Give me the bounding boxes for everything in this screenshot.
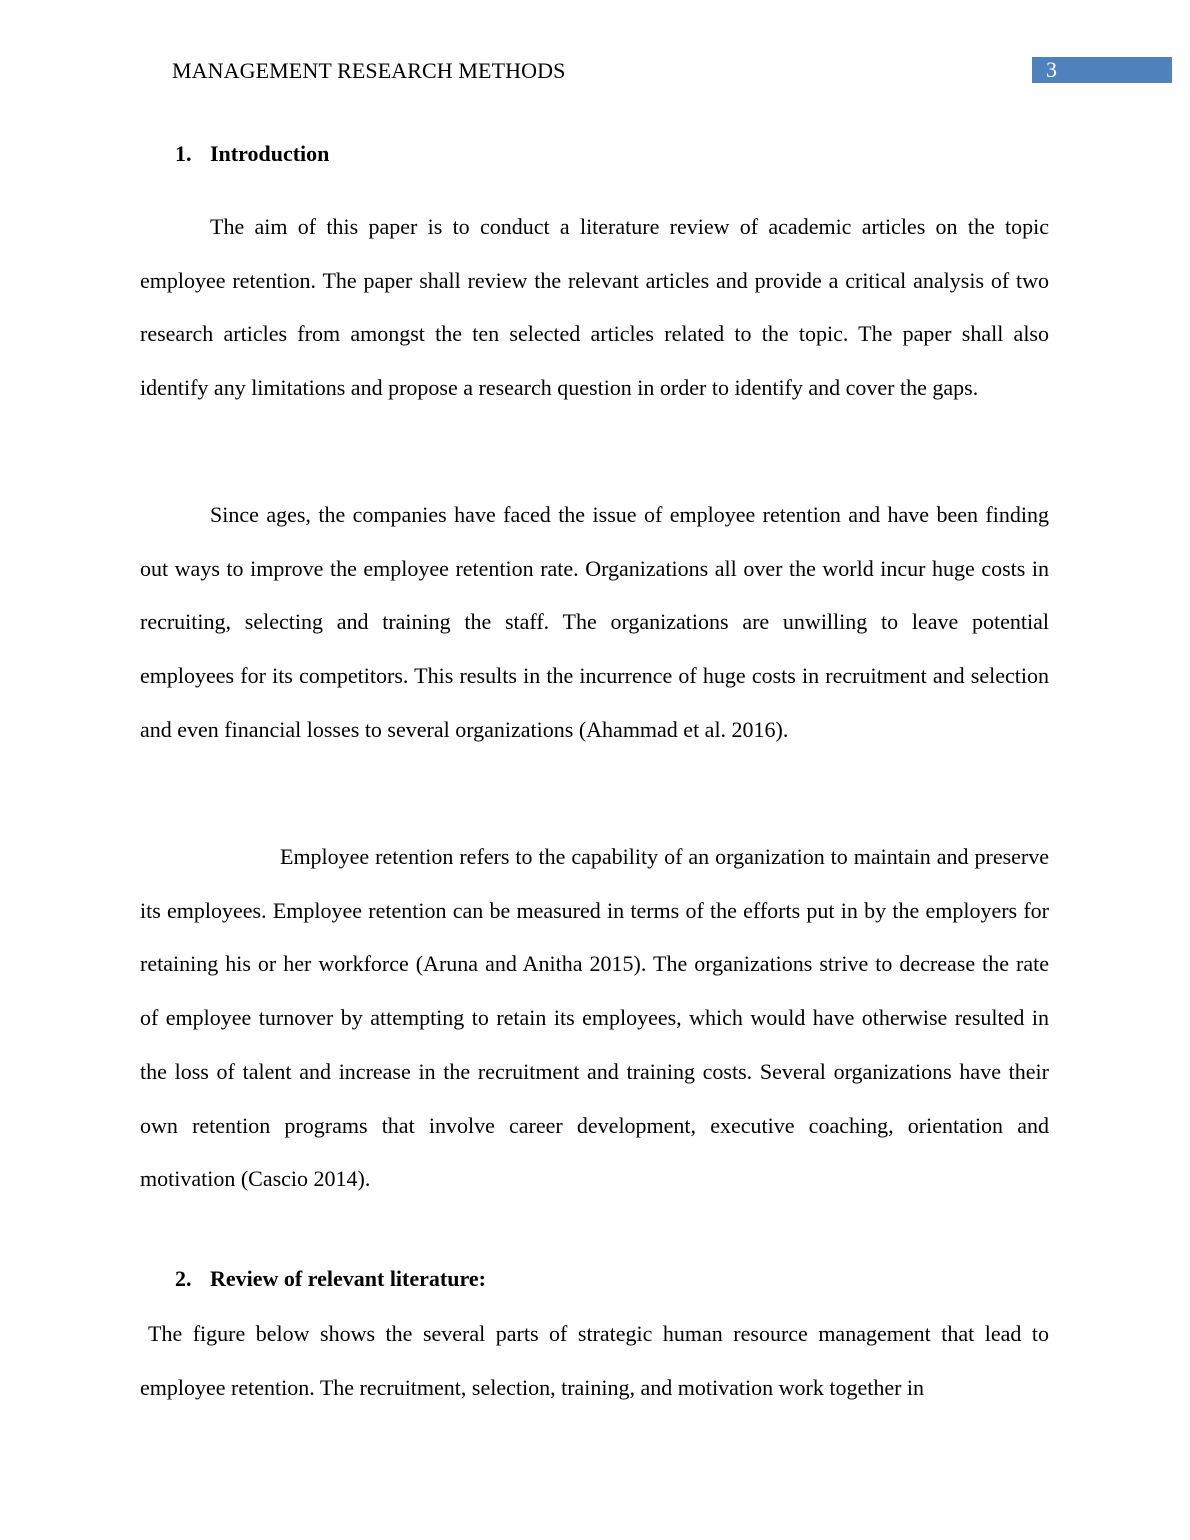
running-header-title: MANAGEMENT RESEARCH METHODS <box>172 58 566 83</box>
page-number: 3 <box>1046 57 1057 82</box>
literature-paragraph-1: The figure below shows the several parts of strategic human resource management that lead to employee retention. The recruitment, selection, training, and motivation work together in <box>140 1321 1049 1400</box>
intro-paragraph-3: Employee retention refers to the capability of an organization to maintain and preserve its employees. Employee retention can be measured in terms of the efforts put in by the employers for retaining his or her workforce (Aruna and Anitha 2015). The organizations strive to decrease the rate of employee turnover by attempting to retain its employees, which would have otherwise resulted in the loss of talent and increase in the recruitment and training costs. Several organizations have their own retention programs that involve career development, executive coaching, orientation and motivation (Cascio 2014). <box>140 844 1049 1192</box>
section-heading-literature-review <box>175 1265 486 1293</box>
intro-paragraph-1: The aim of this paper is to conduct a literature review of academic articles on the topic employee retention. The paper shall review the relevant articles and provide a critical analysis of two research articles from amongst the ten selected articles related to the topic. The paper shall also identify any limitations and propose a research question in order to identify and cover the gaps. <box>140 214 1049 401</box>
page-number-badge <box>1032 57 1172 83</box>
section-number: 2. <box>175 1266 192 1291</box>
section-heading-introduction <box>175 140 329 168</box>
section-title: Review of relevant literature: <box>210 1266 486 1291</box>
intro-paragraph-2: Since ages, the companies have faced the issue of employee retention and have been finding out ways to improve the employee retention rate. Organizations all over the world incur huge costs in recruiting, selecting and training the staff. The organizations are unwilling to leave potential employees for its competitors. This results in the incurrence of huge costs in recruitment and selection and even financial losses to several organizations (Ahammad et al. 2016). <box>140 502 1049 742</box>
section-title: Introduction <box>210 141 330 166</box>
section-number: 1. <box>175 141 192 166</box>
